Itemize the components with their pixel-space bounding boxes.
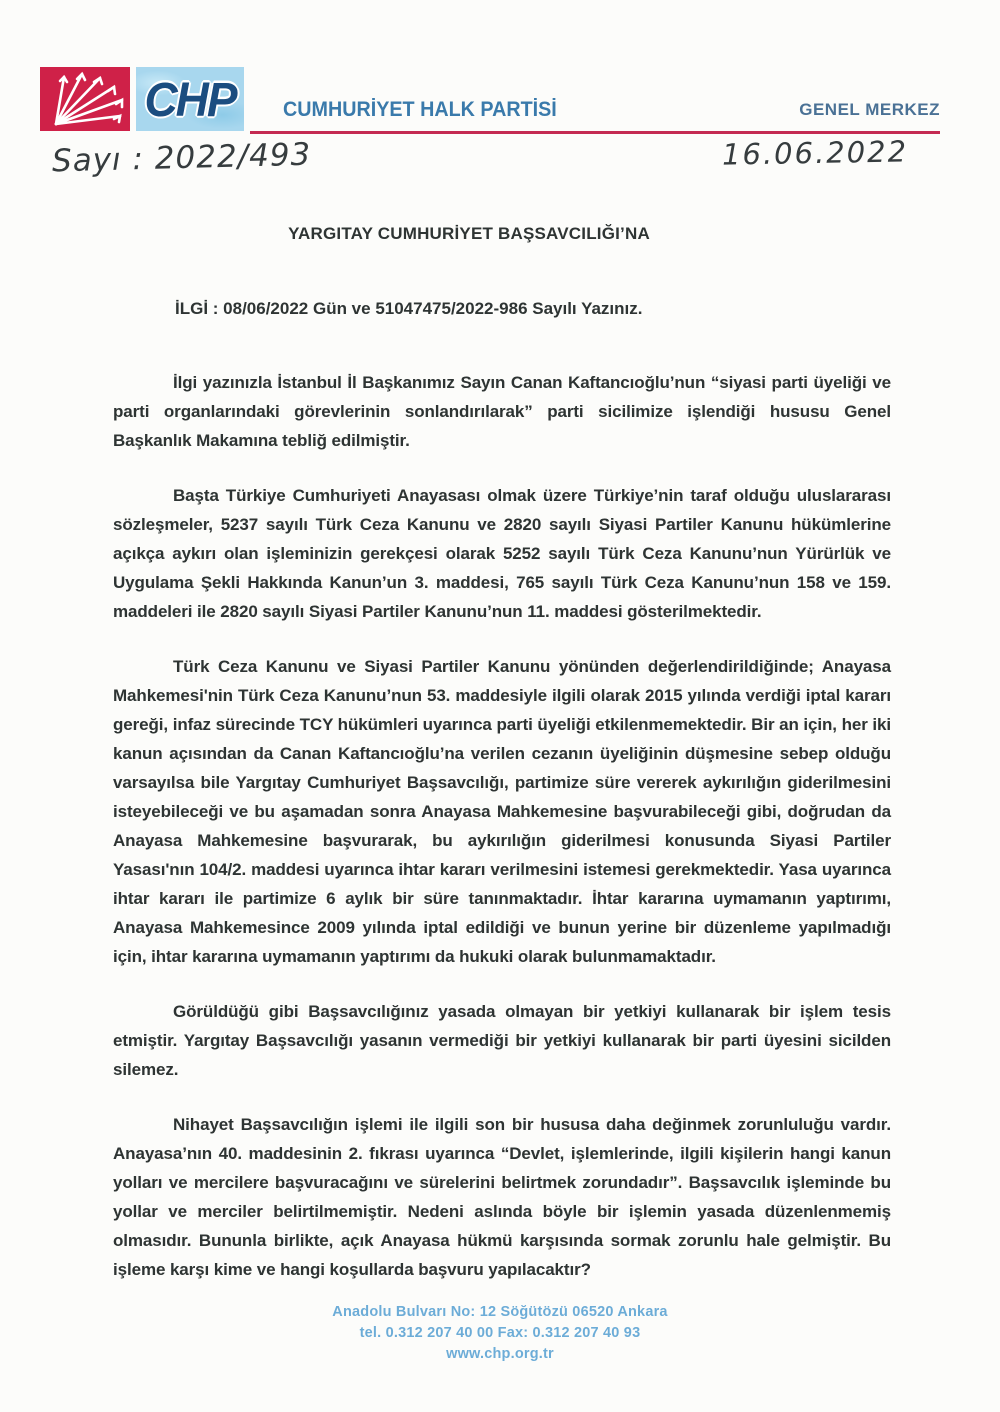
letter-body (113, 340, 891, 1310)
paragraph: Türk Ceza Kanunu ve Siyasi Partiler Kanunu yönünden değerlendirildiğinde; Anayasa Mahkemesi'nin Türk Ceza Kanunu’nun 53. maddesiyle ilgili olarak 2015 yılında verdiği iptal kararı gereği, infaz sürecinde TCY hükümleri uyarınca parti üyeliği etkilenmemektedir. Bir an için, her iki kanun açısından da Canan Kaftancıoğlu’na verilen cezanın üyeliğinin düşmesine sebep olduğu varsayılsa bile Yargıtay Cumhuriyet Başsavcılığı, partimize süre vererek aykırılığın giderilmesini isteyebileceği ve bu aşamadan sonra Anayasa Mahkemesine başvurabileceği gibi, doğrudan da Anayasa Mahkemesine başvurarak, bu aykırılığın giderilmesi konusunda Siyasi Partiler Yasası'nın 104/2. maddesi uyarınca ihtar kararı verilmesini istemesi gerekmektedir. Yasa uyarınca ihtar kararı ile partimize 6 aylık bir süre tanınmaktadır. İhtar kararına uymamanın yaptırımı, Anayasa Mahkemesince 2009 yılında iptal edildiği ve bunun yerine bir düzenleme yapılmadığı için, ihtar kararına uymamanın yaptırımı da hukuki olarak bulunmamaktadır. (113, 657, 891, 966)
footer-phone-fax: tel. 0.312 207 40 00 Fax: 0.312 207 40 93 (359, 1325, 641, 1341)
six-arrows-sun-icon (40, 67, 130, 131)
recipient-title: YARGITAY CUMHURİYET BAŞSAVCILIĞI’NA (288, 224, 650, 243)
reference-line: İLGİ : 08/06/2022 Gün ve 51047475/2022-986 Sayılı Yazınız. (175, 299, 643, 318)
letterhead-footer (0, 1302, 1000, 1365)
handwritten-date: 16.06.2022 (721, 134, 909, 172)
office-label: GENEL MERKEZ (799, 100, 940, 119)
paragraph: İlgi yazınızla İstanbul İl Başkanımız Sayın Canan Kaftancıoğlu’nun “siyasi parti üyeliği ve parti organlarındaki görevlerinin sonlandırılarak” parti sicilimize işlendiği hususu Genel Başkanlık Makamına tebliğ edilmiştir. (113, 373, 891, 450)
chp-logo-badge (136, 67, 244, 131)
handwritten-document-number: Sayı : 2022/493 (51, 136, 312, 180)
paragraph: Nihayet Başsavcılığın işlemi ile ilgili son bir hususa daha değinmek zorunluluğu vardır. Anayasa’nın 40. maddesinin 2. fıkrası uyarınca “Devlet, işlemlerinde, ilgili kişilerin hangi kanun yolları ve mercilere başvuracağını ve sürelerini belirtmek zorundadır”. Başsavcılık işleminde bu yollar ve merciler belirtilmemiştir. Nedeni aslında böyle bir işlemin yasada düzenlenmemiş olmasıdır. Bununla birlikte, açık Anayasa hükmü karşısında sormak zorunlu hale gelmiştir. Bu işleme karşı kime ve hangi koşullarda başvuru yapılacaktır? (113, 1115, 891, 1279)
footer-address: Anadolu Bulvarı No: 12 Söğütözü 06520 Ankara (332, 1304, 668, 1320)
paragraph: Görüldüğü gibi Başsavcılığınız yasada olmayan bir yetkiyi kullanarak bir işlem tesis etmiştir. Yargıtay Başsavcılığı yasanın vermediği bir yetkiyi kullanarak bir parti üyesini sicilden silemez. (113, 1002, 891, 1079)
letterhead-divider (250, 131, 940, 134)
chp-logo-text: CHP (144, 71, 236, 127)
paragraph: Başta Türkiye Cumhuriyeti Anayasası olmak üzere Türkiye’nin taraf olduğu uluslararası sözleşmeler, 5237 sayılı Türk Ceza Kanunu ve 2820 sayılı Siyasi Partiler Kanunu hükümlerine açıkça aykırı olan işleminizin gerekçesi olarak 5252 sayılı Türk Ceza Kanunu’nun Yürürlük ve Uygulama Şekli Hakkında Kanun’un 3. maddesi, 765 sayılı Türk Ceza Kanunu’nun 158 ve 159. maddeleri ile 2820 sayılı Siyasi Partiler Kanunu’nun 11. maddesi gösterilmektedir. (113, 486, 891, 621)
party-name: CUMHURİYET HALK PARTİSİ (283, 98, 557, 121)
footer-website: www.chp.org.tr (446, 1346, 554, 1362)
